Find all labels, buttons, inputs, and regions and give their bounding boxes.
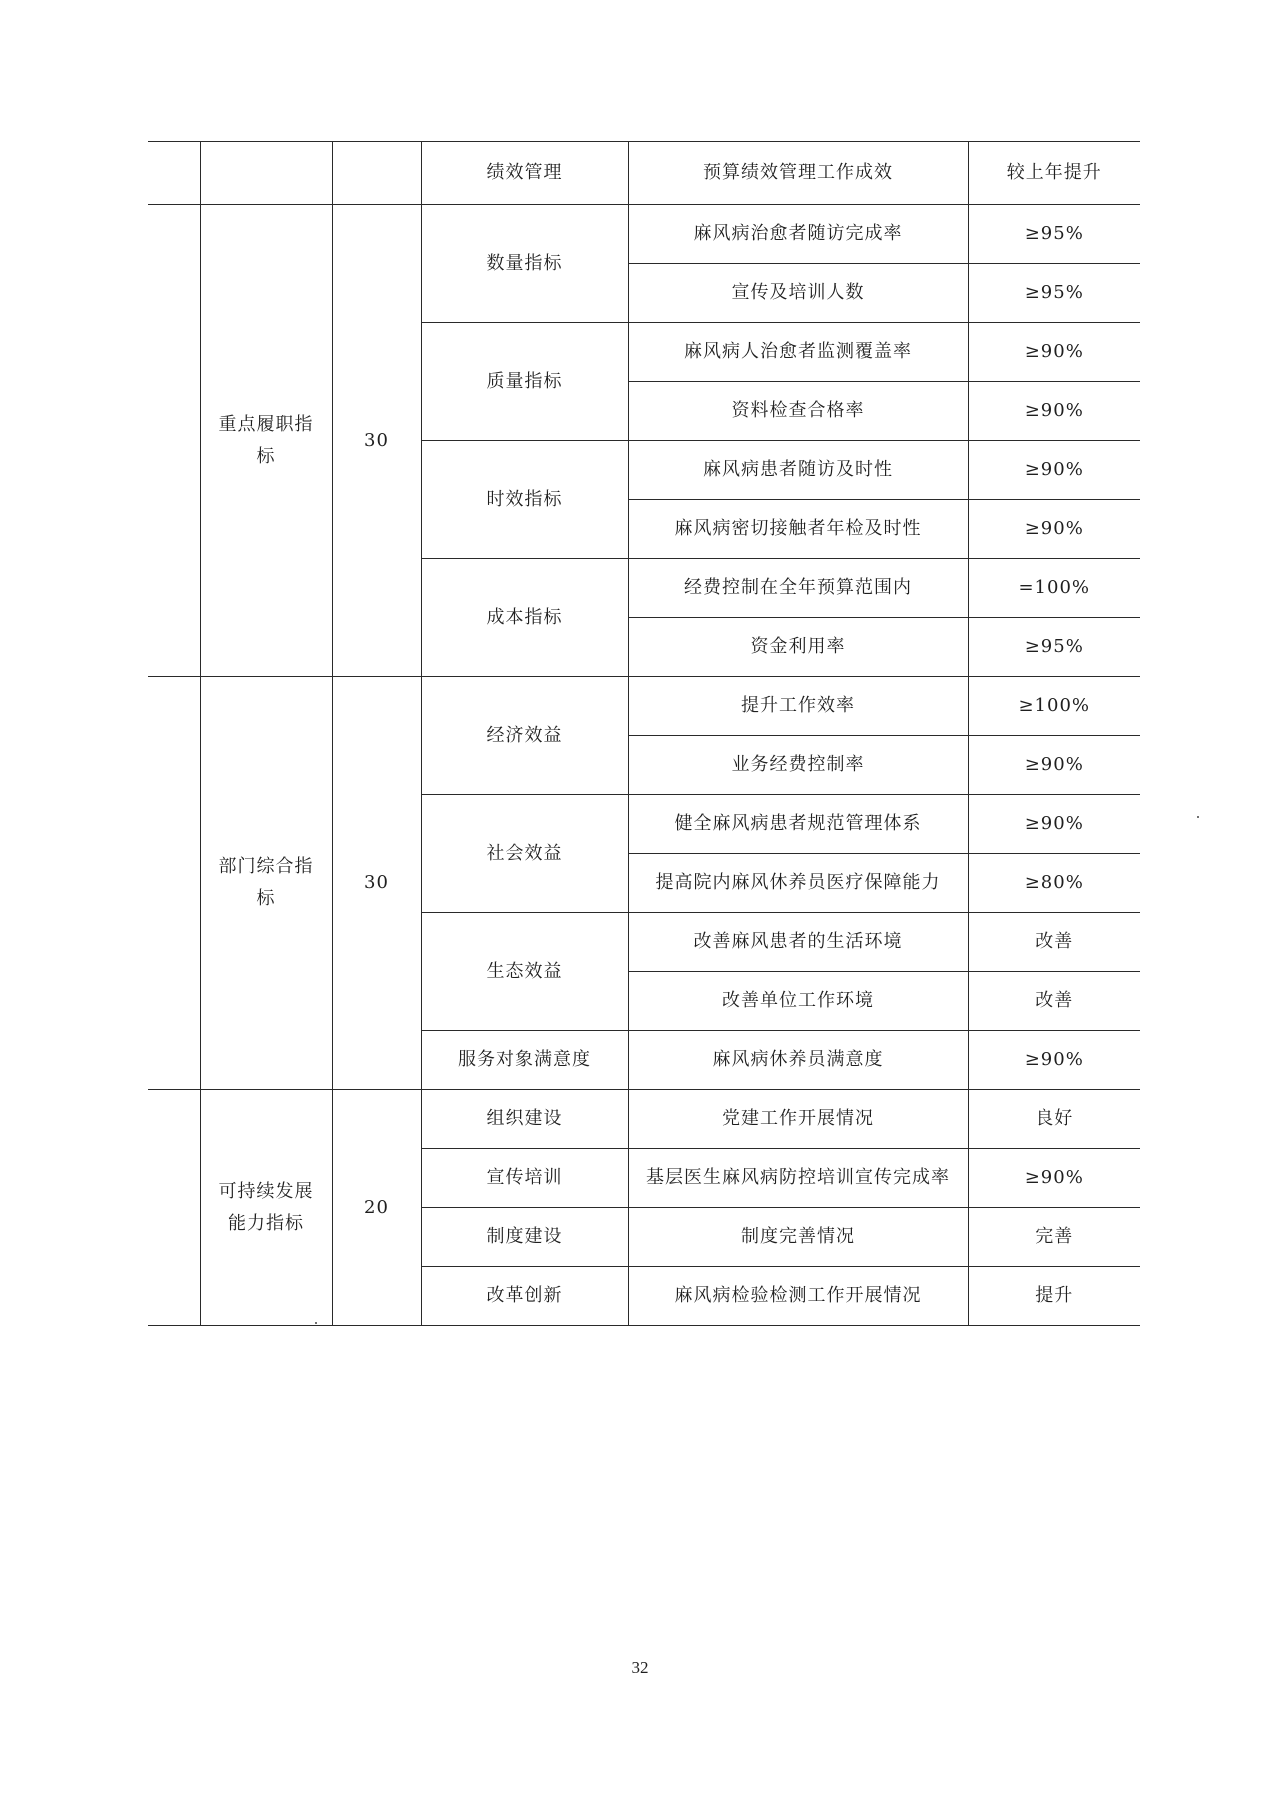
target-value-cell: ≥80% [968,854,1140,913]
indicator-cell: 麻风病检验检测工作开展情况 [628,1267,968,1326]
target-value-cell: ≥95% [968,264,1140,323]
indicator-cell: 资料检查合格率 [628,382,968,441]
indicator-cell: 资金利用率 [628,618,968,677]
target-value-cell: ≥95% [968,618,1140,677]
sub-indicator-cell: 绩效管理 [421,142,628,205]
target-value-cell: ≥95% [968,205,1140,264]
scan-speck [315,1322,317,1324]
target-value-cell: ≥90% [968,500,1140,559]
indicator-cell: 麻风病治愈者随访完成率 [628,205,968,264]
indicator-cell: 麻风病休养员满意度 [628,1031,968,1090]
margin-cell [148,677,200,1090]
indicator-cell: 麻风病密切接触者年检及时性 [628,500,968,559]
margin-cell [148,1090,200,1326]
indicator-cell: 改善麻风患者的生活环境 [628,913,968,972]
target-value-cell: 较上年提升 [968,142,1140,205]
indicator-cell: 预算绩效管理工作成效 [628,142,968,205]
sub-indicator-cell: 生态效益 [421,913,628,1031]
target-value-cell: ≥90% [968,736,1140,795]
score-cell-empty [332,142,421,205]
performance-indicator-table [148,141,1140,1326]
group-name-cell: 可持续发展能力指标 [200,1090,332,1326]
target-value-cell: =100% [968,559,1140,618]
indicator-cell: 经费控制在全年预算范围内 [628,559,968,618]
table-body [148,142,1140,1326]
indicator-cell: 业务经费控制率 [628,736,968,795]
target-value-cell: 改善 [968,913,1140,972]
indicator-cell: 制度完善情况 [628,1208,968,1267]
target-value-cell: ≥90% [968,795,1140,854]
indicator-cell: 提升工作效率 [628,677,968,736]
indicator-cell: 麻风病患者随访及时性 [628,441,968,500]
margin-cell [148,205,200,677]
sub-indicator-cell: 制度建设 [421,1208,628,1267]
sub-indicator-cell: 宣传培训 [421,1149,628,1208]
margin-cell [148,142,200,205]
sub-indicator-cell: 数量指标 [421,205,628,323]
table-row [148,1090,1140,1149]
target-value-cell: ≥90% [968,1031,1140,1090]
target-value-cell: 提升 [968,1267,1140,1326]
target-value-cell: ≥90% [968,382,1140,441]
indicator-cell: 健全麻风病患者规范管理体系 [628,795,968,854]
sub-indicator-cell: 服务对象满意度 [421,1031,628,1090]
target-value-cell: ≥100% [968,677,1140,736]
group-score-cell: 20 [332,1090,421,1326]
indicator-cell: 宣传及培训人数 [628,264,968,323]
table-row [148,205,1140,264]
indicator-cell: 改善单位工作环境 [628,972,968,1031]
indicator-cell: 基层医生麻风病防控培训宣传完成率 [628,1149,968,1208]
sub-indicator-cell: 经济效益 [421,677,628,795]
target-value-cell: ≥90% [968,323,1140,382]
target-value-cell: 改善 [968,972,1140,1031]
page-number: 32 [631,1658,649,1677]
target-value-cell: 完善 [968,1208,1140,1267]
indicator-cell: 麻风病人治愈者监测覆盖率 [628,323,968,382]
sub-indicator-cell: 成本指标 [421,559,628,677]
target-value-cell: ≥90% [968,441,1140,500]
sub-indicator-cell: 组织建设 [421,1090,628,1149]
sub-indicator-cell: 时效指标 [421,441,628,559]
scan-speck [1197,816,1199,818]
table-row-header [148,142,1140,205]
indicator-cell: 党建工作开展情况 [628,1090,968,1149]
group-name-cell: 重点履职指标 [200,205,332,677]
indicator-cell: 提高院内麻风休养员医疗保障能力 [628,854,968,913]
group-score-cell: 30 [332,677,421,1090]
target-value-cell: 良好 [968,1090,1140,1149]
target-value-cell: ≥90% [968,1149,1140,1208]
group-score-cell: 30 [332,205,421,677]
sub-indicator-cell: 改革创新 [421,1267,628,1326]
group-cell-empty [200,142,332,205]
table-row [148,677,1140,736]
sub-indicator-cell: 质量指标 [421,323,628,441]
sub-indicator-cell: 社会效益 [421,795,628,913]
group-name-cell: 部门综合指标 [200,677,332,1090]
